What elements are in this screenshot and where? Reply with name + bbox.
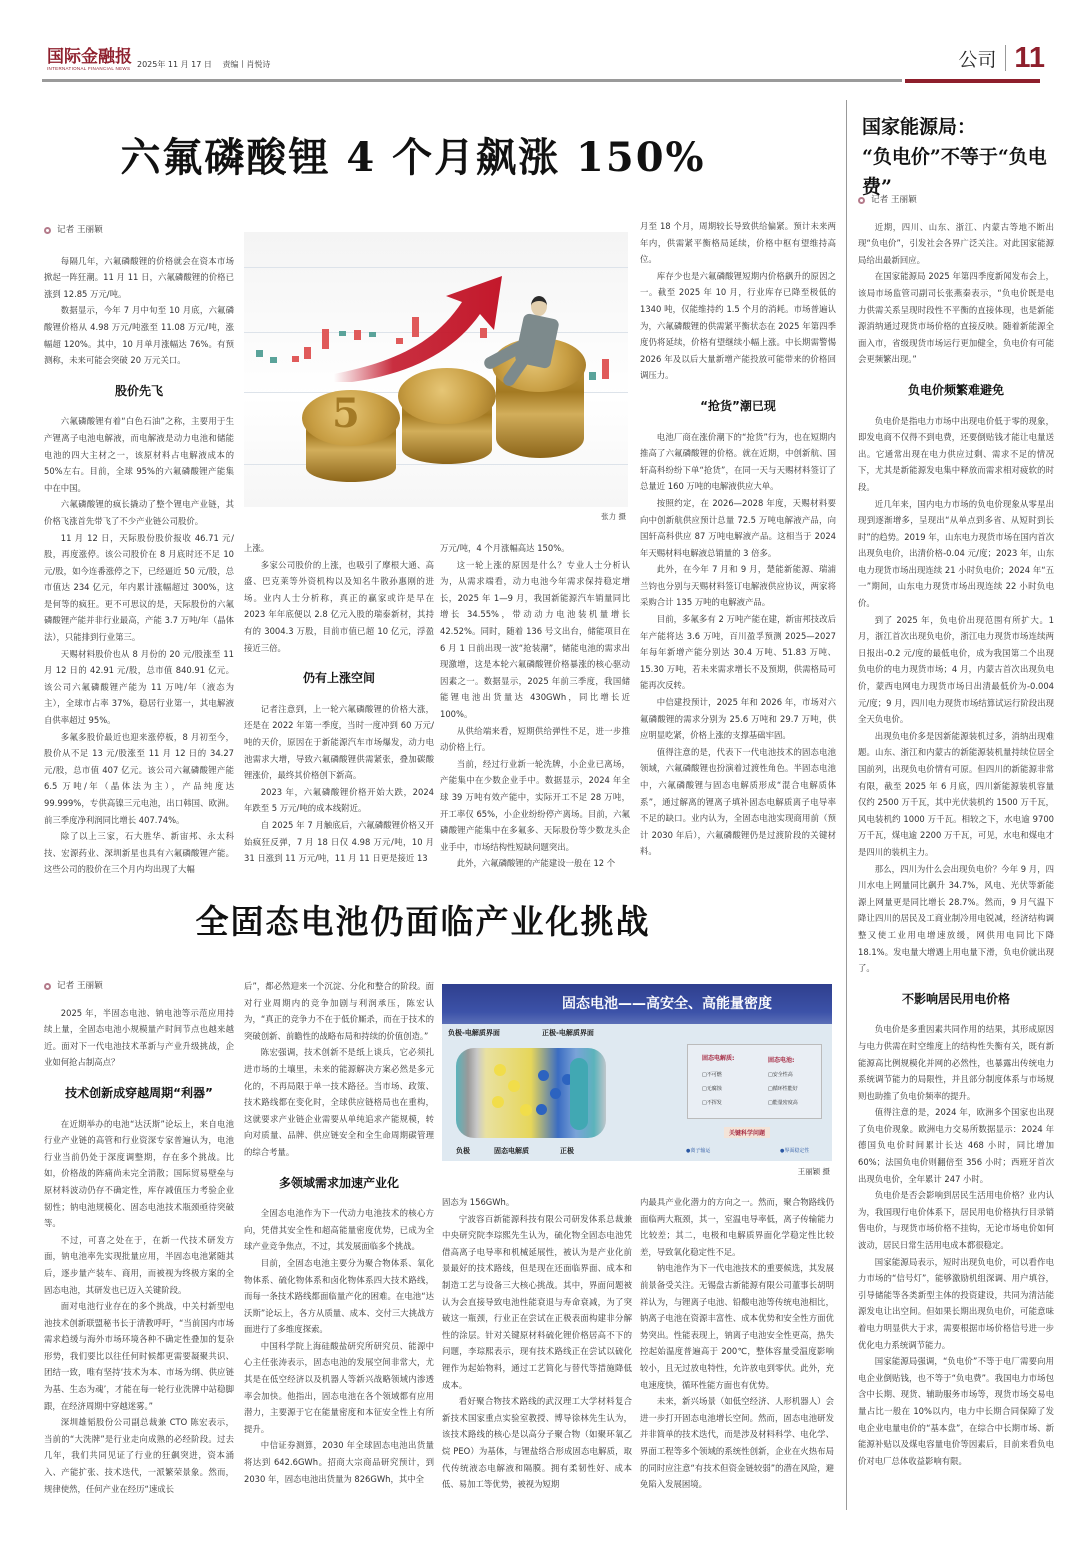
paragraph: 内最具产业化潜力的方向之一。然而，聚合物路线仍面临两大瓶颈，其一，室温电导率低，离子传输能力比较差；其二，电极和电解质界面化学稳定性比较差，导致氧化稳定性不足。	[640, 1197, 834, 1257]
article2-subhead-1: 技术创新成穿越周期“利器”	[65, 1085, 213, 1100]
article3-subhead-2: 不影响居民用电价格	[901, 991, 1010, 1006]
paragraph: 目前，全固态电池主要分为聚合物体系、氧化物体系、硫化物体系和卤化物体系四大技术路线，而每一条技术路线都面临量产化的困难。在电池“达沃斯”论坛上，各方从质量、成本、交付三大挑战方面进行了多维度探索。	[244, 1257, 434, 1335]
paragraph: 多氟多股价最近也迎来涨停板，8 月初至今，股价从不足 13 元/股涨至 11 月 12 日的 34.27 元/股，总市值 407 亿元。该公司六氟磷酸锂产能 6.5 万吨/年（晶体法为主），产品纯度达 99.999%，专供高镍三元电池，出口韩国、欧洲。前三季度净利润同比增长 407.74%。	[44, 731, 234, 825]
paragraph: 数据显示，今年 7 月中旬至 10 月底，六氟磷酸锂价格从 4.98 万元/吨涨至 11.08 万元/吨，涨幅超 120%。其中，10 月单月涨幅达 76%。有预测称，未来可能会突破 20 万元关口。	[44, 305, 234, 366]
section-name: 公司	[958, 48, 997, 71]
article3-body	[858, 192, 1054, 1469]
article2-byline: 记者 王丽颖	[44, 978, 234, 995]
logo-chinese: 国际金融报	[47, 47, 132, 67]
paragraph: 此外，在今年 7 月和 9 月，楚能新能源、瑞浦兰钧也分别与天赐材料签订电解液供应协议，两家将采购合计 135 万吨的电解液产品。	[640, 564, 836, 608]
column-divider	[846, 100, 847, 1510]
paragraph: 全固态电池作为下一代动力电池技术的核心方向，凭借其安全性和超高能量密度优势，已成为全球产业竞争焦点，不过，其发展面临多个挑战。	[244, 1208, 434, 1252]
logo-english: INTERNATIONAL FINANCIAL NEWS	[47, 66, 131, 71]
paragraph: 中信证券测算，2030 年全球固态电池出货量将达到 642.6GWh。招商大宗商品研究预计，到 2030 年，固态电池出货量为 826GWh，其中全	[244, 1440, 434, 1484]
article3-headline	[862, 112, 1062, 202]
key-issues-label: 关键科学问题	[724, 1127, 770, 1138]
paragraph: 万元/吨，4 个月涨幅高达 150%。	[440, 543, 570, 553]
issue-info	[137, 59, 278, 70]
paragraph: 负电价是指电力市场中出现电价低于零的现象，即发电商不仅得不到电费，还要倒贴钱才能让电量送出。它通常出现在电力供应过剩、需求不足的情况下，尤其是新能源发电集中释放而需求相对疲软的时段。	[858, 415, 1054, 492]
paragraph: 值得注意的是，2024 年，欧洲多个国家也出现了负电价现象。欧洲电力交易所数据显示：2024 年德国负电价时间累计长达 468 小时，同比增加 60%；法国负电价则翻倍至 356 小时；西班牙首次出现负电价，全年累计 247 小时。	[858, 1107, 1054, 1184]
paragraph: 除了以上三家，石大胜华、新宙邦、永太科技、宏源药业、深圳新星也具有六氟磷酸锂产能。这些公司的股价在三个月内均出现了大幅	[44, 831, 234, 875]
paragraph: 近几年来，国内电力市场的负电价现象从零星出现到逐渐增多，呈现出“从单点到多省、从短时到长时”的趋势。2019 年，山东电力现货市场在国内首次出现负电价，出清价格-0.04 元/度；2023 年，山东电力现货市场出现连续 21 小时负电价；2024 年“五一”期间，山东电力现货市场出现连续 22 小时负电价。	[858, 498, 1054, 609]
article2-col2	[244, 978, 434, 1487]
properties-box	[687, 1044, 822, 1119]
section-tag	[958, 43, 1045, 73]
paragraph: 每隔几年，六氟磷酸锂的价格就会在资本市场掀起一阵狂潮。11 月 11 日，六氟磷酸锂的价格已涨到 12.85 万元/吨。	[44, 255, 234, 299]
article1-byline: 记者 王丽颖	[44, 222, 234, 239]
paragraph: 目前，多氟多有 2 万吨产能在建，新宙邦技改后年产能将达 3.6 万吨，百川盈孚预测 2025—2027 年每年新增产能分别达 30.4 万吨、51.83 万吨、15.30 万吨，若未来需求增长不及预期，供需格局可能再次反转。	[640, 614, 836, 691]
paragraph: 自 2025 年 7 月触底后，六氟磷酸锂价格又开始疯狂反弹，7 月 18 日仅 4.98 万元/吨，10 月 31 日涨到 11 万元/吨，11 月 11 日更是接近 13	[244, 819, 434, 864]
article1-subhead-3: “抢货”潮已现	[700, 398, 776, 413]
box-item: □不可燃	[702, 1072, 722, 1078]
slide-bullet: ●离子输运	[686, 1148, 711, 1154]
paragraph: 月至 18 个月，周期较长导致供给偏紧。预计未来两年内，供需紧平衡格局延续，价格中枢有望维持高位。	[640, 221, 836, 265]
slide-label: 负极	[456, 1147, 470, 1155]
article1-headline: 六氟磷酸锂 4 个月飙涨 150%	[120, 134, 706, 181]
paragraph: 2023 年，六氟磷酸锂价格开始大跌，2024 年跌至 5 万元/吨的成本线附近。	[244, 786, 434, 814]
masthead	[0, 0, 1080, 90]
section-divider	[1005, 45, 1006, 71]
paragraph: 未来，新兴场景（如低空经济、人形机器人）会进一步打开固态电池增长空间。然而，固态电池研发并非简单的技术迭代，而是涉及材料科学、电化学、界面工程等多个领域的系统性创新，企业在火热布局的同时应注意“有技术但资金链较弱”的潜在风险，避免陷入发展困境。	[640, 1396, 834, 1490]
masthead-rule	[42, 79, 902, 82]
paragraph: 上涨。	[244, 543, 270, 553]
paragraph: 当前，经过行业新一轮洗牌，小企业已离场，产能集中在少数企业手中。数据显示，2024 年全球 39 万吨有效产能中，实际开工不足 28 万吨，开工率仅 65%，小企业纷纷停产离场。目前，六氟磷酸锂产能集中在多氟多、天际股份等少数龙头企业手中，市场结构性短缺问题突出。	[440, 758, 630, 852]
paragraph: 负电价是否会影响到居民生活用电价格？业内认为，我国现行电价体系下，居民用电价格执行目录销售电价，与现货市场价格不挂钩，无论市场电价如何波动，居民日常生活用电成本都很稳定。	[858, 1190, 1054, 1251]
box-item: □循环性能好	[768, 1086, 798, 1092]
article3-byline: 记者 王丽颖	[858, 192, 1054, 209]
article2-headline: 全固态电池仍面临产业化挑战	[195, 902, 651, 941]
paragraph: 钠电池作为下一代电池技术的重要候选，其发展前景备受关注。无锡盘古新能源有限公司董事长胡明祥认为，与锂离子电池、铅酸电池等传统电池相比，钠离子电池在资源丰富性、成本优势和安全性方面优势突出。性能表现上，钠离子电池安全性更高，热失控起始温度普遍高于 200℃，整体容量受温度影响较小，且无过放电特性，允许放电到零伏。此外，充电速度快，循环性能方面也有优势。	[640, 1263, 834, 1390]
solid-state-battery-slide-photo	[442, 984, 832, 1161]
article1-col1	[44, 222, 234, 878]
paragraph: 固态为 156GWh。	[442, 1197, 515, 1207]
paragraph: 中信建投预计，2025 年和 2026 年，市场对六氟磷酸锂的需求分别为 25.6 万吨和 29.7 万吨，供应明显吃紧，价格上涨的支撑基础牢固。	[640, 697, 836, 741]
paragraph: 库存少也是六氟磷酸锂短期内价格飙升的原因之一。截至 2025 年 10 月，行业库存已降至极低的 1340 吨，仅能维持约 1.5 个月的消耗。市场普遍认为，六氟磷酸锂的供需紧平衡状态在 2025 年第四季度仍将延续，价格有望继续小幅上涨。中长期需警惕 2026 年及以后大量新增产能投放可能带来的价格回调压力。	[640, 270, 836, 381]
article1-col2	[244, 540, 434, 867]
paragraph: 后”，都必然迎来一个沉淀、分化和整合的阶段。面对行业周期内的竞争加剧与利润承压，陈宏认为，“真正的竞争力不在于低价厮杀，而在于技术的突破创新、前瞻性的战略布局和持续的价值创造。”	[244, 981, 434, 1041]
paragraph: 深圳雄韬股份公司副总裁兼 CTO 陈宏表示，当前的“大洗牌”是行业走向成熟的必经阶段。过去几年，我们共同见证了行业的狂飙突进，资本涌入、产能扩张、技术迭代，一派繁荣景象。然而，规律使然，任何产业在经历“速成长	[44, 1417, 234, 1494]
article1-col3	[440, 540, 630, 872]
article3-headline-line2: “负电价”不等于“负电费”	[862, 146, 1047, 198]
paragraph: 此外，六氟磷酸锂的产能建设一般在 12 个	[456, 858, 616, 869]
paragraph: 出现负电价多是因新能源装机过多，消纳出现难题。山东、浙江和内蒙古的新能源装机量持续位居全国前列，出现负电价情有可原。但四川的新能源非常有限，截至 2025 年 6 月底，四川新能源装机容量仅约 2500 万千瓦，其中光伏装机约 1500 万千瓦，风电装机约 1000 万千瓦。相较之下，水电逾 9700 万千瓦，煤电逾 2200 万千瓦，可见，水电和煤电才是四川的装机主力。	[858, 730, 1054, 857]
box-item: □不挥发	[702, 1100, 722, 1106]
paragraph: 2025 年，半固态电池、钠电池等示范应用持续上量，全固态电池小规模量产时间节点也越来越近。面对下一代电池技术革新与产业升级挑战，企业如何抢占制高点？	[44, 1007, 234, 1068]
newspaper-logo	[47, 48, 132, 72]
article2-subhead-2: 多领域需求加速产业化	[278, 1175, 399, 1190]
paragraph: 负电价是多重因素共同作用的结果，其形成原因与电力供需在时空维度上的结构性失衡有关，既有新能源高比例规模化并网的必然性，也暴露出传统电力系统调节能力的局限性，并且部分制度体系与市场规则也助推了负电价频率的提升。	[858, 1024, 1054, 1101]
byline-bullet-icon	[44, 227, 51, 234]
paragraph: 从供给端来看，短期供给弹性不足，进一步推动价格上行。	[440, 725, 630, 753]
section-accent-rule	[905, 79, 1040, 83]
paragraph: 11 月 12 日，天际股份股价报收 46.71 元/股，再度涨停。该公司股价在 8 月底时还不足 10 元/股，如今连番涨停之下，已经逼近 50 元/股，总市值达 234 亿元，年内累计涨幅超过 300%，这是何等的疯狂。更不可思议的是，天际股份的六氟磷酸锂产能并非行业最高，产能 3.7 万吨/年（晶体法），只能排到行业第三。	[44, 532, 234, 643]
photo-caption: 张力 摄	[601, 512, 626, 521]
paragraph: 记者注意到，上一轮六氟磷酸锂的价格大涨，还是在 2022 年第一季度，当时一度冲到 60 万元/吨的天价，原因在于新能源汽车市场爆发，动力电池需求大增，导致六氟磷酸锂供需紧张，叠加碳酸锂涨价，最终其价格创下新高。	[244, 703, 434, 781]
article2-col1	[44, 978, 234, 1497]
paragraph: 国家能源局强调，“负电价”不等于电厂需要向用电企业倒贴钱，也不等于“负电费”。我国电力市场包含中长期、现货、辅助服务市场等，现货市场交易电量占比一般在 10%以内，电力中长期合同保障了发电企业电量电价的“基本盘”，在综合中长期市场、新能源补贴以及煤电容量电价等因素后，目前来看负电价对电厂总体收益影响有限。	[858, 1356, 1054, 1466]
paragraph: 电池厂商在涨价潮下的“抢货”行为，也在短期内推高了六氟磷酸锂的价格。就在近期，中创新航、国轩高科纷纷下单“抢货”，在同一天与天赐材料签订了总量近 160 万吨的电解液供应大单。	[640, 431, 836, 492]
box-title: 固态电池:	[768, 1057, 795, 1064]
issue-date: 2025年 11 月 17 日	[137, 60, 212, 69]
page-number: 11	[1014, 42, 1045, 74]
paragraph: 国家能源局表示，短时出现负电价，可以看作电力市场的“信号灯”，能够激励机组深调、用户填谷，引导储能等各类新型主体的投资建设，共同为清洁能源发电让出空间。但如果长期出现负电价，可能意味着电力明显供大于求，需要根据市场价格信号进一步优化电力系统调节能力。	[858, 1256, 1054, 1350]
paragraph: 多家公司股价的上涨，也吸引了摩根大通、高盛、巴克莱等外资机构以及知名牛散孙惠刚的进场。业内人士分析称，真正的赢家或许是早在 2023 年年底便以 2.8 亿元入股的瑞泰新材，其持有的 3004.3 万股，目前市值已超 10 亿元，浮盈接近三倍。	[244, 559, 434, 653]
paragraph: 这一轮上涨的原因是什么？专业人士分析认为，从需求端看，动力电池今年需求保持稳定增长，2025 年 1—9 月，我国新能源汽车销量同比增长 34.55%，带动动力电池装机量增长 42.52%。同时，随着 136 号文出台，储能项目在 6 月 1 日前出现一波“抢装潮”，储能电池的需求出现激增，这是本轮六氟磷酸锂价格暴涨的核心驱动因素之一。数据显示，2025 年前三季度，我国储能锂电池出货量达 430GWh，同比增长近 100%。	[440, 559, 630, 719]
box-title: 固态电解质:	[702, 1055, 735, 1062]
paragraph: 六氟磷酸锂有着“白色石油”之称，主要用于生产锂离子电池电解液，而电解液是动力电池和储能电池的四大主材之一，该原材料占电解液成本的 50%左右。目前，全球 95%的六氟磷酸锂产能集中在中国。	[44, 416, 234, 493]
slide-label: 正极	[560, 1147, 574, 1155]
paragraph: 天赐材料股价也从 8 月份的 20 元/股涨至 11 月 12 日的 42.91 元/股，总市值 840.91 亿元。该公司六氟磷酸锂产能为 11 万吨/年（液态为主），全球市占率 37%，稳居行业第一，其电解液自供率超过 95%。	[44, 648, 234, 726]
paragraph: 宁波容百新能源科技有限公司研发体系总裁兼中央研究院李琮熙先生认为，硫化物全固态电池凭借高离子电导率和机械延展性，被认为是产业化前景最好的技术路线，但是现在还面临界面、成本和制造工艺与设备三大核心挑战。其中，界面问题被认为会直接导致电池性能衰退与寿命衰减，为了突破这一瓶颈，行业正在尝试在正极表面构建非分解性的涂层。针对关键原材料硫化锂价格居高不下的问题，李琮熙表示，现有技术路线正在尝试以硫化锂作为起始物料，通过工艺简化与替代等措施降低成本。	[442, 1213, 632, 1390]
box-item: □能量密度高	[768, 1100, 798, 1106]
paragraph: 面对电池行业存在的多个挑战，中关村新型电池技术创新联盟秘书长于清教呼吁，“当前国内市场需求趋缓与海外市场环境各种不确定性叠加的复杂形势，我们要比以往任何时候都更需要凝聚共识、团结一致，唯有坚持‘技术为本、市场为纲、供应链为基、生态为魂’，才能在每一轮行业洗牌中站稳脚跟，在经济周期中穿越迷雾。”	[44, 1301, 234, 1411]
paragraph: 中国科学院上海硅酸盐研究所研究员、能源中心主任张涛表示，固态电池的发展空间非常大，尤其是在低空经济以及机器人等新兴战略领域内渗透率会加快。他指出，固态电池在各个领域都有应用潜力，主要源于它在能量密度和本征安全性上有所提升。	[244, 1340, 434, 1434]
paragraph: 不过，可喜之处在于，在新一代技术研发方面，钠电池率先实现批量应用，半固态电池紧随其后，逐步量产装车、商用，而被视为终极方案的全固态电池，其研发也已迈入关键阶段。	[44, 1234, 234, 1295]
slide-label: 固态电解质	[494, 1147, 529, 1155]
article3-headline-line1: 国家能源局：	[862, 116, 977, 138]
paragraph: 值得注意的是，代表下一代电池技术的固态电池领域，六氟磷酸锂也扮演着过渡性角色。半固态电池中，六氟磷酸锂与固态电解质形成“混合电解质体系”，通过解离的锂离子填补固态电解质离子电导率不足的缺口。业内认为，全固态电池实现商用前（预计 2030 年后），六氟磷酸锂仍是过渡阶段的关键材料。	[640, 746, 836, 857]
article1-subhead-1: 股价先飞	[114, 383, 163, 398]
article1-subhead-2: 仍有上涨空间	[302, 671, 375, 686]
editor-credit: 责编丨肖悦诗	[222, 60, 271, 69]
paragraph: 在国家能源局 2025 年第四季度新闻发布会上，该局市场监管司副司长张燕秦表示，“负电价既是电力供需关系呈现时段性不平衡的直接体现，也是新能源消纳通过现货市场价格的直接反映。随着新能源全面入市，省级现货市场运行更加健全，负电价有可能会更频繁出现。”	[858, 271, 1054, 365]
article2-col4	[640, 1194, 834, 1493]
slide-label: 正极-电解质界面	[542, 1029, 594, 1037]
paragraph: 按照约定，在 2026—2028 年度，天赐材料要向中创新航供应预计总量 72.5 万吨电解液产品，向国轩高科供应 87 万吨电解液产品。这相当于 2024 年天赐材料电解液总销量的 3 倍多。	[640, 497, 836, 558]
paragraph: 六氟磷酸锂的疯长撬动了整个锂电产业链，其价格飞涨首先带飞了不少产业链公司股价。	[44, 499, 234, 526]
paragraph: 那么，四川为什么会出现负电价？今年 9 月，四川水电上网量同比飙升 34.7%，风电、光伏等新能源上网量更是同比增长 28.7%。然而，9 月气温下降让四川的居民及工商业制冷用电锐减，经济结构调整又使工业用电增速放缓，网供用电同比下降 18.1%。发电量大增遇上用电量下滑，负电价就出现了。	[858, 863, 1054, 974]
paragraph: 在近期举办的电池“达沃斯”论坛上，来自电池行业产业链的高管和行业资深专家普遍认为，电池行业当前仍处于深度调整期，存在多个挑战。比如，价格战的阵痛尚未完全消散；国际贸易壁垒与原材料波动仍存不确定性，库存减值压力考验企业韧性；钠电池规模化、固态电池技术瓶颈亟待突破等。	[44, 1118, 234, 1229]
slide-bullet: ●界面稳定性	[780, 1148, 810, 1154]
coins-rising-arrow-photo: 5	[244, 232, 628, 507]
businessman-figurine-icon	[531, 296, 547, 316]
article1-col4	[640, 218, 836, 860]
paragraph: 到了 2025 年，负电价出现范围有所扩大。1 月，浙江首次出现负电价，浙江电力现货市场连续两日报出-0.2 元/度的最低电价，成为我国第二个出现负电价的电力现货市场；4 月，内蒙古首次出现负电价，蒙西电网电力现货市场日出清最低价为-0.004 元/度；9 月，四川电力现货市场结算试运行阶段出现全天负电价。	[858, 614, 1054, 725]
paragraph: 陈宏强调，技术创新不是纸上谈兵，它必须扎进市场的土壤里，未来的能源解决方案必然是多元化的，不再局限于单一技术路径。当市场、政策、技术路线都在变化时，全球供应链格局也在重构，这就要求产业链企业需要从单纯追求产能规模，转向对质量、品牌、供应链安全和全生命周期碳管理的综合考量。	[244, 1047, 434, 1157]
article3-subhead-1: 负电价频繁难避免	[907, 382, 1004, 397]
box-item: □无腐蚀	[702, 1086, 722, 1092]
box-item: □安全性高	[768, 1072, 793, 1078]
slide-title: 固态电池——高安全、高能量密度	[562, 996, 772, 1012]
article2-col3	[442, 1194, 632, 1493]
byline-bullet-icon	[44, 983, 51, 990]
paragraph: 看好聚合物技术路线的武汉理工大学材料复合新技术国家重点实验室教授、博导徐林先生认为，该技术路线的核心是以高分子聚合物（如聚环氧乙烷 PEO）为基体，与锂盐络合形成固态电解质，取代传统液态电解液和隔膜。拥有柔韧性好、成本低、易加工等优势，被视为短期	[442, 1396, 632, 1490]
slide-label: 负极-电解质界面	[448, 1029, 500, 1037]
paragraph: 近期，四川、山东、浙江、内蒙古等地不断出现“负电价”，引发社会各界广泛关注。对此国家能源局给出最新回应。	[858, 221, 1054, 265]
byline-bullet-icon	[858, 197, 865, 204]
photo-caption: 王丽颖 摄	[797, 1167, 830, 1176]
